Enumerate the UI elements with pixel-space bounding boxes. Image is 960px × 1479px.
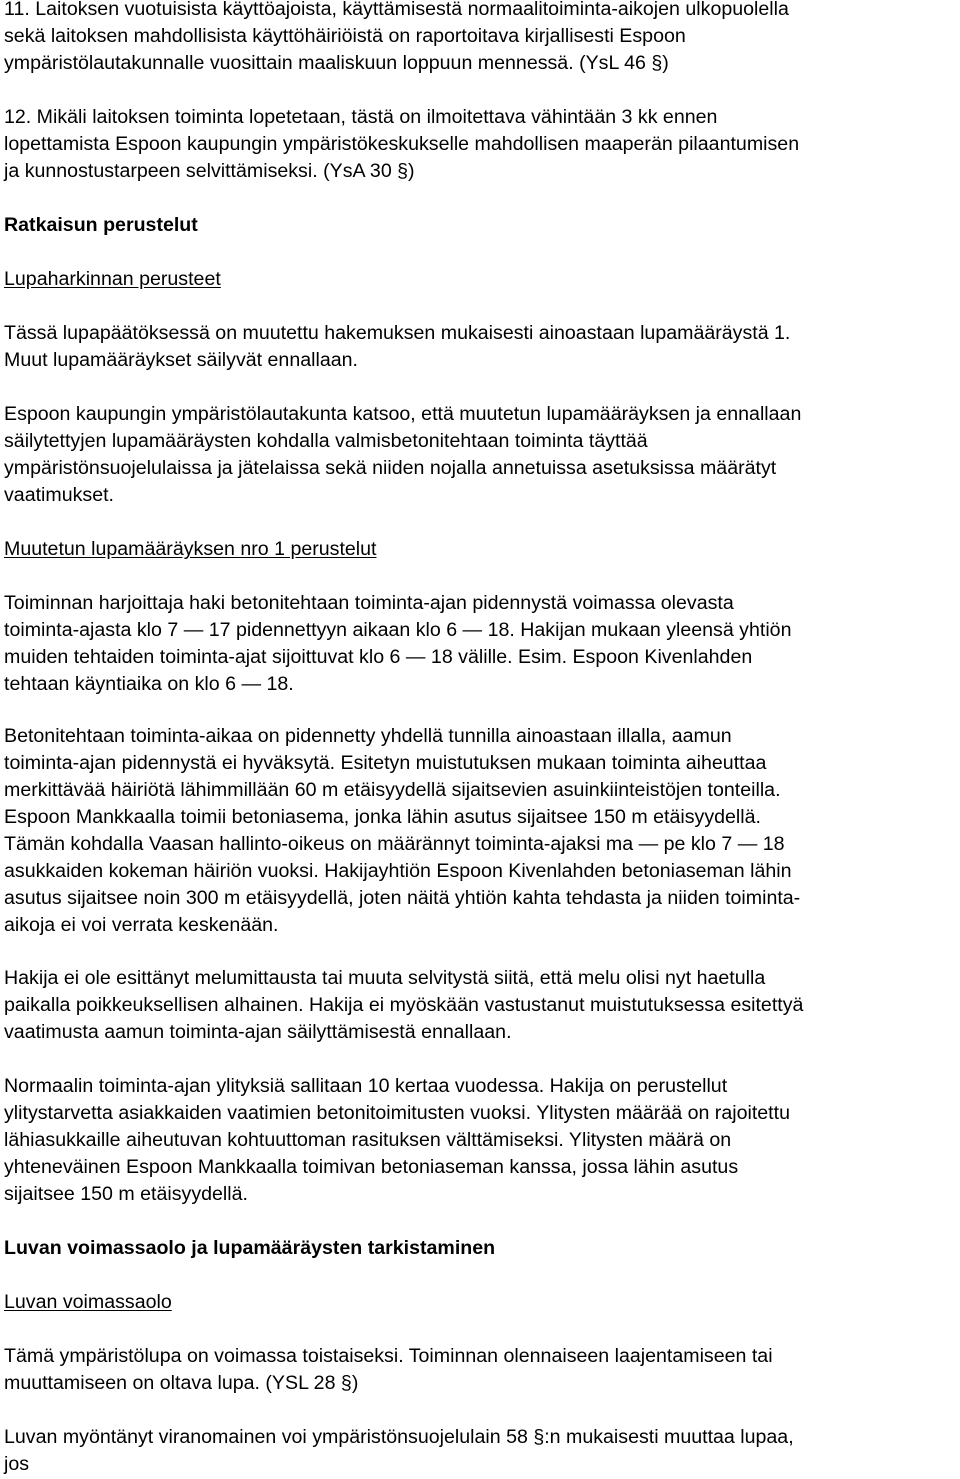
text-line: asutus sijaitsee noin 300 m etäisyydellä, joten näitä yhtiön kahta tehdasta ja niiden toiminta-: [4, 887, 801, 909]
text-line: sijaitsee 150 m etäisyydellä.: [4, 1183, 248, 1205]
subheading-luvan-voimassaolo: Luvan voimassaolo: [4, 1291, 172, 1313]
text-line: muuttamiseen on oltava lupa. (YSL 28 §): [4, 1372, 359, 1394]
text-line: Espoon kaupungin ympäristölautakunta katsoo, että muutetun lupamääräyksen ja ennallaan: [4, 403, 802, 425]
paragraph-betonitehtaan: [4, 723, 956, 939]
text-line: Tämän kohdalla Vaasan hallinto-oikeus on määrännyt toiminta-ajaksi ma — pe klo 7 — 18: [4, 833, 785, 855]
text-line: Muut lupamääräykset säilyvät ennallaan.: [4, 349, 358, 371]
text-line: tehtaan käyntiaika on klo 6 — 18.: [4, 673, 294, 695]
text-line: vaatimukset.: [4, 484, 114, 506]
paragraph-myontanyt: [4, 1424, 956, 1478]
paragraph-voimassa: [4, 1343, 956, 1397]
text-line: merkittävää häiriötä lähimmillään 60 m etäisyydellä sijaitsevien asuinkiinteistöjen tonteilla.: [4, 779, 781, 801]
paragraph-normaalin: [4, 1073, 956, 1208]
text-line: paikalla poikkeuksellisen alhainen. Hakija ei myöskään vastustanut muistutuksessa esitettyä: [4, 994, 804, 1016]
paragraph-harjoittaja: [4, 590, 956, 698]
paragraph-item-11: [4, 0, 956, 77]
section-heading-luvan-voimassaolo: Luvan voimassaolo ja lupamääräysten tarkistaminen: [4, 1237, 496, 1259]
text-line: lopettamista Espoon kaupungin ympäristökeskukselle mahdollisen maaperän pilaantumisen: [4, 133, 800, 155]
text-line: toiminta-ajan pidennystä ei hyväksytä. Esitetyn muistutuksen mukaan toiminta aiheuttaa: [4, 752, 767, 774]
text-line: asukkaiden kokeman häiriön vuoksi. Hakijayhtiön Espoon Kivenlahden betoniaseman lähin: [4, 860, 792, 882]
text-line: ympäristölautakunnalle vuosittain maaliskuun loppuun mennessä. (YsL 46 §): [4, 52, 669, 74]
text-line: Tämä ympäristölupa on voimassa toistaiseksi. Toiminnan olennaiseen laajentamiseen tai: [4, 1345, 773, 1367]
text-line: yhteneväinen Espoon Mankkaalla toimivan betoniaseman kanssa, jossa lähin asutus: [4, 1156, 739, 1178]
text-line: jos: [4, 1453, 30, 1475]
text-line: muiden tehtaiden toiminta-ajat sijoittuvat klo 6 — 18 välille. Esim. Espoon Kivenlahden: [4, 646, 753, 668]
text-line: Normaalin toiminta-ajan ylityksiä sallitaan 10 kertaa vuodessa. Hakija on perustellut: [4, 1075, 728, 1097]
text-line: sekä laitoksen mahdollisista käyttöhäiriöistä on raportoitava kirjallisesti Espoon: [4, 25, 686, 47]
text-line: ja kunnostustarpeen selvittämiseksi. (YsA 30 §): [4, 160, 415, 182]
subheading-muutetun-lupamaarayksen: Muutetun lupamääräyksen nro 1 perustelut: [4, 538, 377, 560]
text-line: Hakija ei ole esittänyt melumittausta tai muuta selvitystä siitä, että melu olisi nyt haetulla: [4, 967, 766, 989]
text-line: ympäristönsuojelulaissa ja jätelaissa sekä niiden nojalla annetuissa asetuksissa määrätyt: [4, 457, 777, 479]
paragraph-lautakunta: [4, 401, 956, 509]
text-line: säilytettyjen lupamääräysten kohdalla valmisbetonitehtaan toiminta täyttää: [4, 430, 648, 452]
text-line: vaatimusta aamun toiminta-ajan säilyttämisestä ennallaan.: [4, 1021, 512, 1043]
text-line: Betonitehtaan toiminta-aikaa on pidennetty yhdellä tunnilla ainoastaan illalla, aamun: [4, 725, 732, 747]
paragraph-item-12: [4, 104, 956, 185]
text-line: Espoon Mankkaalla toimii betoniasema, jonka lähin asutus sijaitsee 150 m etäisyydellä.: [4, 806, 761, 828]
text-line: ylitystarvetta asiakkaiden vaatimien betonitoimitusten vuoksi. Ylitysten määrää on rajoitettu: [4, 1102, 790, 1124]
section-heading-ratkaisun-perustelut: Ratkaisun perustelut: [4, 214, 198, 236]
text-line: 12. Mikäli laitoksen toiminta lopetetaan, tästä on ilmoitettava vähintään 3 kk ennen: [4, 106, 718, 128]
text-line: aikoja ei voi verrata keskenään.: [4, 914, 279, 936]
text-line: toiminta-ajasta klo 7 — 17 pidennettyyn aikaan klo 6 — 18. Hakijan mukaan yleensä yhtiön: [4, 619, 792, 641]
text-line: Tässä lupapäätöksessä on muutettu hakemuksen mukaisesti ainoastaan lupamääräystä 1.: [4, 322, 791, 344]
paragraph-hakija-melu: [4, 965, 956, 1046]
paragraph-lupapaatos: [4, 320, 956, 374]
text-line: Toiminnan harjoittaja haki betonitehtaan toiminta-ajan pidennystä voimassa olevasta: [4, 592, 734, 614]
text-line: 11. Laitoksen vuotuisista käyttöajoista, käyttämisestä normaalitoiminta-aikojen ulkopuolella: [4, 0, 789, 20]
text-line: Luvan myöntänyt viranomainen voi ympäristönsuojelulain 58 §:n mukaisesti muuttaa lupaa,: [4, 1426, 794, 1448]
text-line: lähiasukkaille aiheutuvan kohtuuttoman rasituksen välttämiseksi. Ylitysten määrä on: [4, 1129, 732, 1151]
subheading-lupaharkinnan-perusteet: Lupaharkinnan perusteet: [4, 268, 221, 290]
